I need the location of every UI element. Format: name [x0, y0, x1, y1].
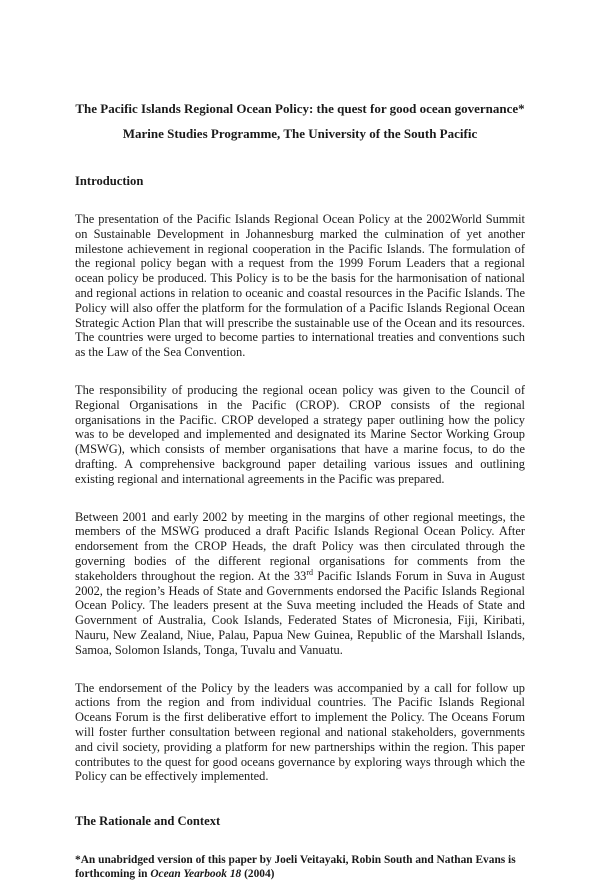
page-content — [75, 96, 525, 881]
footnote-work-title: Ocean Yearbook 18 — [150, 868, 242, 881]
paragraph-3-text-after: Pacific Islands Forum in Suva in August 2002, the region’s Heads of State and Governments endorsed the Pacific Islands Regional Ocean Policy. The leaders present at the Suva meeting included the Heads of State and Government of Australia, Cook Islands, Federated States of Micronesia, Fiji, Kiribati, Nauru, New Zealand, Niue, Palau, Papua New Guinea, Republic of the Marshall Islands, Samoa, Solomon Islands, Tonga, Tuvalu and Vanuatu. — [75, 568, 525, 657]
paragraph-1: The presentation of the Pacific Islands Regional Ocean Policy at the 2002World Summit on Sustainable Development in Johannesburg marked the culmination of yet another milestone achievement in regional cooperation in the Pacific Islands. The formulation of the regional policy began with a request from the 1999 Forum Leaders that a regional ocean policy be produced. This Policy is to be the basis for the harmonisation of national and regional actions in relation to oceanic and coastal resources in the Pacific Islands. The Policy will also offer the platform for the formulation of a Pacific Islands Regional Ocean Strategic Action Plan that will prescribe the sustainable use of the Ocean and its resources. The countries were urged to become parties to international treaties and conventions such as the Law of the Sea Convention. — [75, 212, 525, 360]
section-heading-introduction: Introduction — [75, 174, 144, 188]
footnote — [75, 853, 525, 881]
paragraph-4: The endorsement of the Policy by the leaders was accompanied by a call for follow up actions from the region and from individual countries. The Pacific Islands Regional Oceans Forum is the first deliberative effort to implement the Policy. The Oceans Forum will foster further consultation between regional and national stakeholders, governments and civil society, providing a platform for new partnerships within the region. This paper contributes to the quest for good oceans governance by exploring ways through which the Policy can be effectively implemented. — [75, 680, 525, 784]
ordinal-superscript: rd — [306, 567, 314, 577]
paragraph-3 — [75, 510, 525, 658]
paragraph-2: The responsibility of producing the regional ocean policy was given to the Council of Regional Organisations in the Pacific (CROP). CROP consists of the regional organisations in the Pacific. CROP developed a strategy paper outlining how the policy was to be developed and implemented and designated its Marine Sector Working Group (MSWG), which consists of member organisations that have a marine focus, to do the drafting. A comprehensive background paper detailing various issues and outlining existing regional and international agreements in the Pacific was prepared. — [75, 382, 525, 486]
footnote-text: *An unabridged version of this paper by Joeli Veitayaki, Robin South and Nathan Evans is forthcoming in — [75, 854, 516, 881]
footnote-suffix: (2004) — [241, 868, 275, 881]
page-subtitle: Marine Studies Programme, The University of the South Pacific — [122, 126, 478, 141]
paragraph-3-text-before: Between 2001 and early 2002 by meeting in the margins of other regional meetings, the members of the MSWG produced a draft Pacific Islands Regional Ocean Policy. After endorsement from the CROP Heads, the draft Policy was then circulated through the governing bodies of the different regional organisations for comments from the stakeholders throughout the region. At the 33 — [75, 509, 525, 583]
page-title: The Pacific Islands Regional Ocean Policy: the quest for good ocean governance* — [75, 101, 525, 116]
section-heading-rationale: The Rationale and Context — [75, 814, 221, 829]
